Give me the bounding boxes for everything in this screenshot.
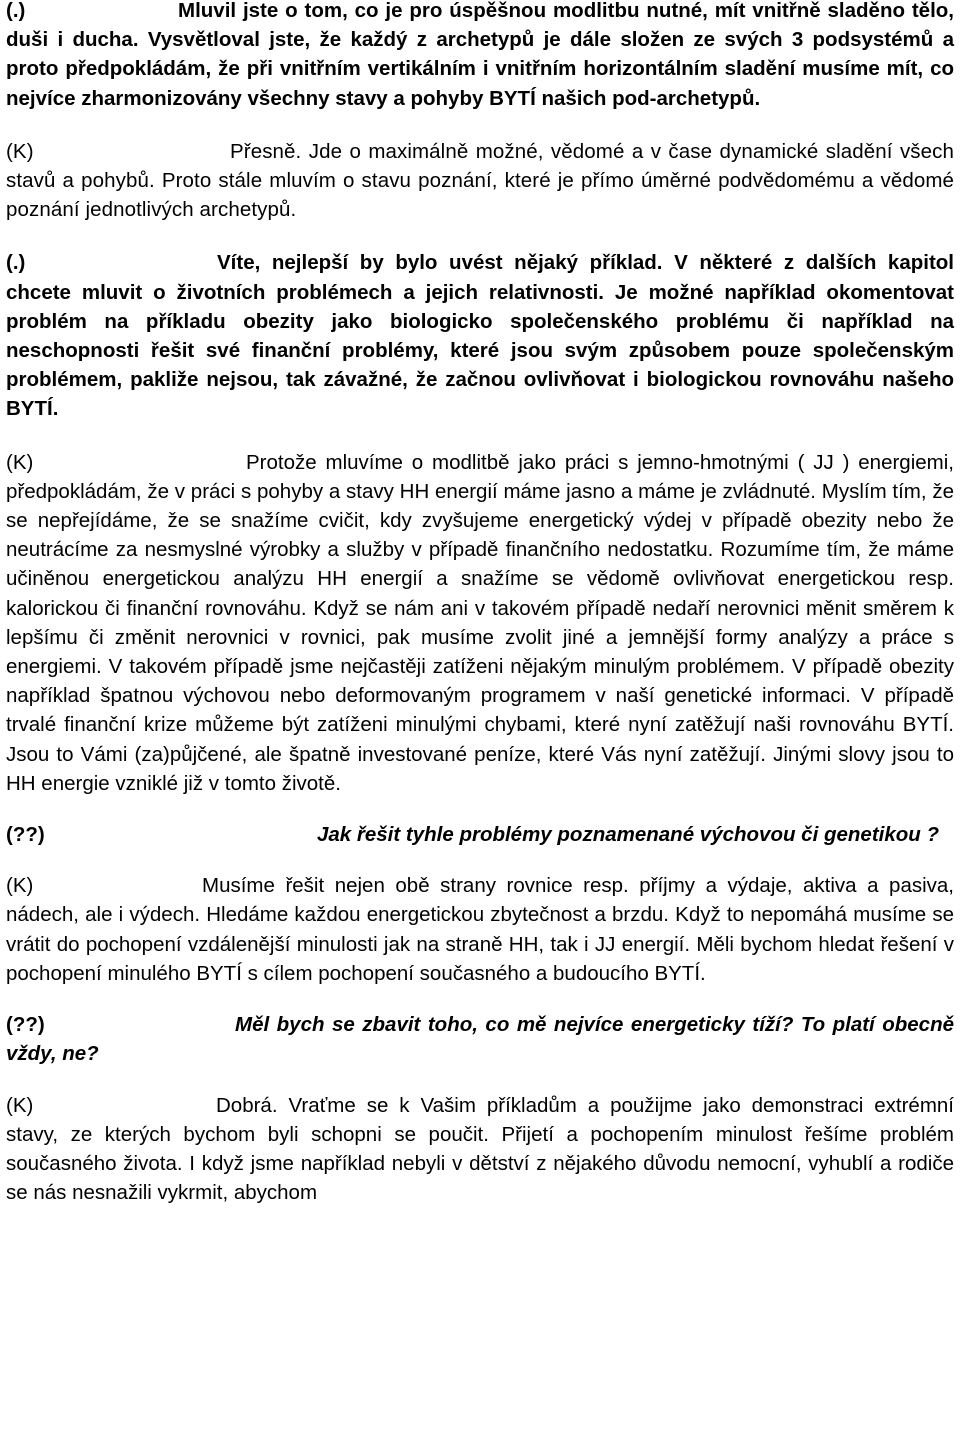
speaker-tag: (??) [6, 1013, 45, 1037]
speaker-tag: (K) [6, 450, 34, 474]
speaker-tag: (.) [6, 0, 26, 22]
speaker-tag: (??) [6, 823, 45, 847]
paragraph-answer-3 [6, 871, 954, 988]
paragraph-question-1 [6, 0, 954, 113]
paragraph-question-4 [6, 1010, 954, 1068]
paragraph-text: Protože mluvíme o modlitbě jako práci s jemno-hmotnými ( JJ ) energiemi, předpokládám, že v práci s pohyby a stavy HH energií máme jasno a máme je zvládnuté. Myslím tím, že se nepřejídáme, že se snažíme cvičit, kdy zvyšujeme energetický výdej v případě obezity nebo že neutrácíme za nesmyslné výrobky a služby v případě finančního nedostatku. Rozumíme tím, že máme učiněnou energetickou analýzu HH energií a snažíme se vědomě ovlivňovat energetickou resp. kalorickou či finanční rovnováhu. Když se nám ani v takovém případě nedaří nerovnici měnit směrem k lepšímu či změnit nerovnici v rovnici, pak musíme zvolit jiné a jemnější formy analýzy a práce s energiemi. V takovém případě jsme nejčastěji zatíženi nějakým minulým problémem. V případě obezity například špatnou výchovou nebo deformovaným programem v naší genetické informaci. V případě trvalé finanční krize můžeme být zatíženi minulými chybami, které nyní zatěžují naši rovnováhu BYTÍ. Jsou to Vámi (za)půjčené, ale špatně investované peníze, které Vás nyní zatěžují. Jinými slovy jsou to HH energie vzniklé již v tomto životě. [6, 450, 954, 795]
paragraph-text: Dobrá. Vraťme se k Vašim příkladům a použijme jako demonstraci extrémní stavy, ze kterých bychom byli schopni se poučit. Přijetí a pochopením minulost řešíme problém současného života. I když jsme například nebyli v dětství z nějakého důvodu nemocní, vyhublí a rodiče se nás nesnažili vykrmit, abychom [6, 1093, 954, 1205]
paragraph-text: Měl bych se zbavit toho, co mě nejvíce energeticky tíží? To platí obecně vždy, ne? [6, 1013, 954, 1066]
paragraph-text: Víte, nejlepší by bylo uvést nějaký příklad. V některé z dalších kapitol chcete mluvit o životních problémech a jejich relativnosti. Je možné například okomentovat problém na příkladu obezity jako biologicko společenského problému či například na neschopnosti řešit své finanční problémy, které jsou svým způsobem pouze společenským problémem, pakliže nejsou, tak závažné, že začnou ovlivňovat i biologickou rovnováhu našeho BYTÍ. [6, 251, 954, 421]
paragraph-question-2 [6, 248, 954, 423]
paragraph-answer-1 [6, 137, 954, 225]
speaker-tag: (K) [6, 874, 34, 898]
speaker-tag: (K) [6, 1093, 34, 1117]
paragraph-text: Mluvil jste o tom, co je pro úspěšnou modlitbu nutné, mít vnitřně sladěno tělo, duši i ducha. Vysvětloval jste, že každý z archetypů je dále složen ze svých 3 podsystémů a proto předpokládám, že při vnitřním vertikálním i vnitřním horizontálním sladění musíme mít, co nejvíce zharmonizovány všechny stavy a pohyby BYTÍ našich pod-archetypů. [6, 0, 954, 110]
document-page [6, 0, 954, 1207]
paragraph-text: Přesně. Jde o maximálně možné, vědomé a v čase dynamické sladění všech stavů a pohybů. Proto stále mluvím o stavu poznání, které je přímo úměrné podvědomému a vědomé poznání jednotlivých archetypů. [6, 139, 954, 222]
speaker-tag: (K) [6, 139, 34, 163]
paragraph-question-3 [6, 820, 954, 849]
paragraph-text: Musíme řešit nejen obě strany rovnice resp. příjmy a výdaje, aktiva a pasiva, nádech, ale i výdech. Hledáme každou energetickou zbytečnost a brzdu. Když to nepomáhá musíme se vrátit do pochopení vzdálenější minulosti jak na straně HH, tak i JJ energií. Měli bychom hledat řešení v pochopení minulého BYTÍ s cílem pochopení současného a budoucího BYTÍ. [6, 874, 954, 985]
speaker-tag: (.) [6, 251, 26, 275]
paragraph-text: Jak řešit tyhle problémy poznamenané výchovou či genetikou ? [317, 823, 940, 847]
paragraph-answer-2 [6, 448, 954, 798]
paragraph-answer-4 [6, 1091, 954, 1208]
